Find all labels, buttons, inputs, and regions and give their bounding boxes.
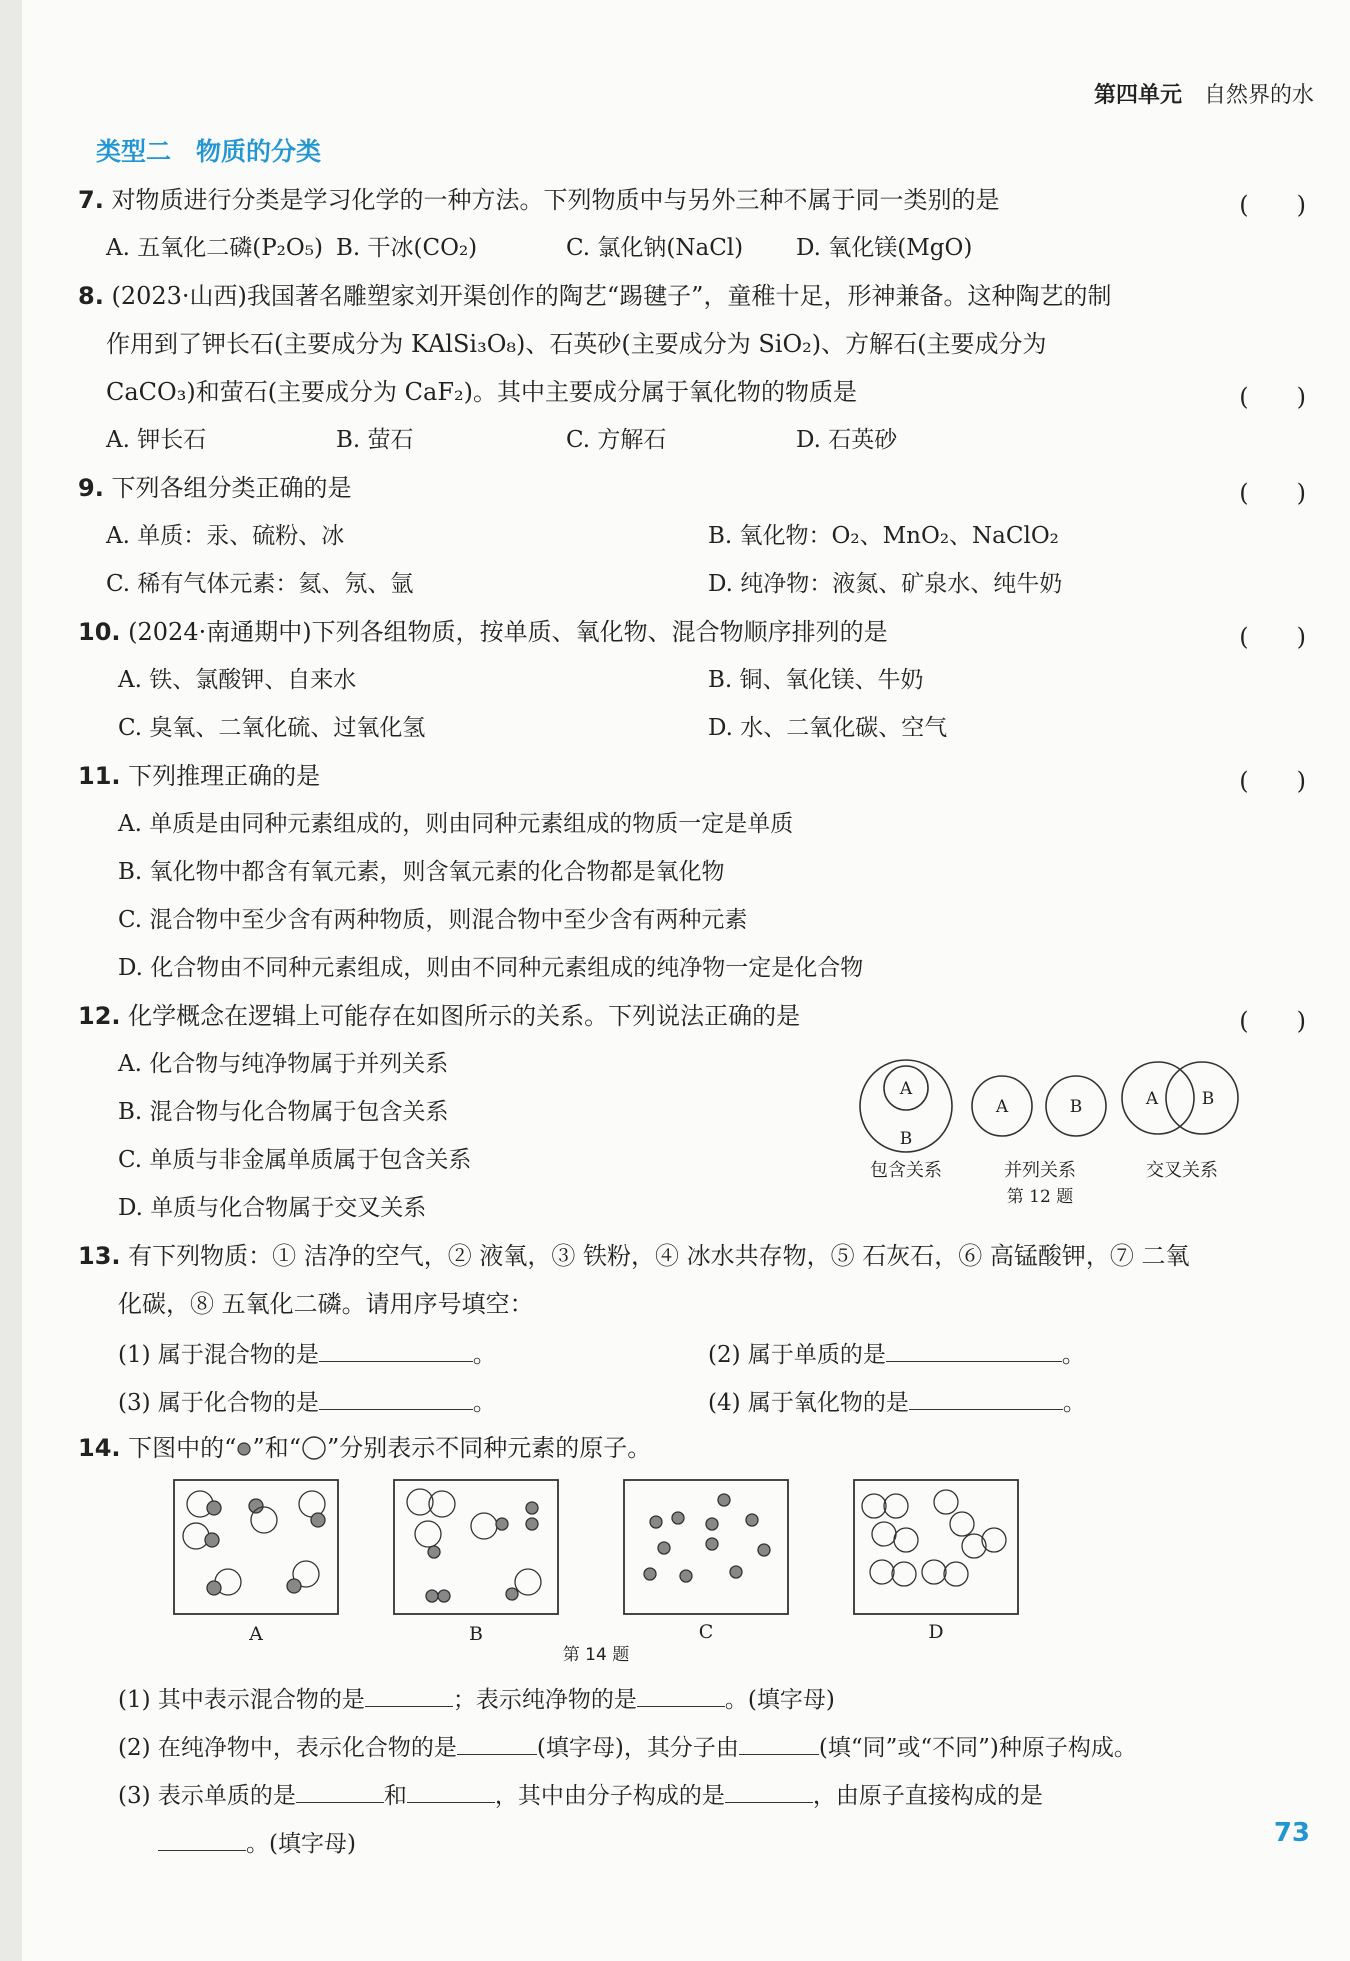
large-atom-icon [301,1435,327,1461]
label-containment: 包含关系 [870,1160,942,1181]
box-c-label: C [698,1621,714,1643]
question-13-part3: (3) 属于化合物的是 。 [118,1385,496,1418]
label-b-intersect: B [1201,1089,1215,1109]
question-14-part2: (2) 在纯净物中，表示化合物的是 (填字母)，其分子由 (填“同”或“不同”)种原子构成。 [118,1730,1137,1763]
blank-13-2[interactable] [886,1337,1062,1362]
option-8a[interactable]: A. 钾长石 [106,427,207,453]
question-10-stem: 10. (2024·南通期中)下列各组物质，按单质、氧化物、混合物顺序排列的是 [78,618,888,646]
box-d [854,1480,1018,1614]
question-12-stem: 12. 化学概念在逻辑上可能存在如图所示的关系。下列说法正确的是 [78,1002,801,1030]
answer-paren-9[interactable]: ( ) [1239,479,1306,507]
page-number: 73 [1273,1818,1310,1848]
label-parallel: 并列关系 [1004,1160,1076,1181]
small-atom-icon [236,1441,252,1457]
blank-14-3a[interactable] [296,1778,384,1803]
blank-14-2a[interactable] [457,1730,537,1755]
relationship-diagram [852,1048,1332,1206]
answer-paren-10[interactable]: ( ) [1239,623,1306,651]
option-7d[interactable]: D. 氧化镁(MgO) [796,235,973,261]
blank-14-3d[interactable] [158,1826,246,1851]
answer-paren-12[interactable]: ( ) [1239,1007,1306,1035]
question-8-line2: 作用到了钾长石(主要成分为 KAlSi₃O₈)、石英砂(主要成分为 SiO₂)、方解石(主要成分为 [106,330,1047,358]
answer-paren-7[interactable]: ( ) [1239,191,1306,219]
blank-13-3[interactable] [319,1385,473,1410]
option-9c[interactable]: C. 稀有气体元素：氦、氖、氩 [106,571,414,597]
particle-diagrams [172,1478,1252,1668]
option-11a[interactable]: A. 单质是由同种元素组成的，则由同种元素组成的物质一定是单质 [118,811,794,837]
option-12d[interactable]: D. 单质与化合物属于交叉关系 [118,1195,427,1221]
unit-label: 第四单元 [1093,83,1182,108]
label-b-parallel: B [1069,1097,1083,1117]
option-11b[interactable]: B. 氧化物中都含有氧元素，则含氧元素的化合物都是氧化物 [118,859,725,885]
question-13-part4: (4) 属于氧化物的是 。 [708,1385,1086,1418]
label-a-intersect: A [1145,1089,1159,1109]
question-14-part1: (1) 其中表示混合物的是 ；表示纯净物的是 。(填字母) [118,1682,835,1715]
blank-14-3c[interactable] [725,1778,813,1803]
option-10a[interactable]: A. 铁、氯酸钾、自来水 [118,667,357,693]
question-14-part3: (3) 表示单质的是 和 ，其中由分子构成的是 ，由原子直接构成的是 [118,1778,1043,1811]
option-7c[interactable]: C. 氯化钠(NaCl) [566,235,744,261]
option-10d[interactable]: D. 水、二氧化碳、空气 [708,715,948,741]
option-12a[interactable]: A. 化合物与纯净物属于并列关系 [118,1051,449,1077]
option-8c[interactable]: C. 方解石 [566,427,667,453]
blank-14-3b[interactable] [407,1778,495,1803]
blank-14-1a[interactable] [365,1682,453,1707]
option-8b[interactable]: B. 萤石 [336,427,414,453]
option-7b[interactable]: B. 干冰(CO₂) [336,235,478,261]
running-header [1094,78,1314,109]
question-14-part3-cont: 。(填字母) [158,1826,356,1859]
figure-14-caption: 第 14 题 [562,1645,630,1665]
label-b-outer: B [899,1129,913,1149]
box-b-label: B [469,1623,483,1645]
question-13-line2: 化碳，⑧ 五氧化二磷。请用序号填空： [118,1290,534,1318]
label-a-parallel: A [995,1097,1009,1117]
label-a-inner: A [899,1079,913,1099]
option-8d[interactable]: D. 石英砂 [796,427,898,453]
blank-13-1[interactable] [319,1337,473,1362]
answer-paren-8[interactable]: ( ) [1239,383,1306,411]
option-9d[interactable]: D. 纯净物：液氮、矿泉水、纯牛奶 [708,571,1063,597]
option-10b[interactable]: B. 铜、氧化镁、牛奶 [708,667,924,693]
option-9b[interactable]: B. 氧化物：O₂、MnO₂、NaClO₂ [708,523,1059,549]
question-13-part2: (2) 属于单质的是 。 [708,1337,1085,1370]
question-7-stem: 7. 对物质进行分类是学习化学的一种方法。下列物质中与另外三种不属于同一类别的是 [78,186,1000,214]
answer-paren-11[interactable]: ( ) [1239,767,1306,795]
blank-14-2b[interactable] [739,1730,819,1755]
question-9-stem: 9. 下列各组分类正确的是 [78,474,352,502]
blank-14-1b[interactable] [637,1682,725,1707]
option-7a[interactable]: A. 五氧化二磷(P₂O₅) [106,235,323,261]
page [22,0,1350,1961]
section-title: 类型二 物质的分类 [96,137,322,166]
box-d-label: D [928,1621,944,1643]
label-intersect: 交叉关系 [1146,1160,1218,1181]
option-12c[interactable]: C. 单质与非金属单质属于包含关系 [118,1147,472,1173]
figure-12-caption: 第 12 题 [1006,1187,1074,1206]
blank-13-4[interactable] [909,1385,1063,1410]
option-9a[interactable]: A. 单质：汞、硫粉、冰 [106,523,345,549]
option-10c[interactable]: C. 臭氧、二氧化硫、过氧化氢 [118,715,426,741]
option-11d[interactable]: D. 化合物由不同种元素组成，则由不同种元素组成的纯净物一定是化合物 [118,955,864,981]
box-a-label: A [249,1623,263,1645]
unit-title: 自然界的水 [1203,83,1314,108]
question-11-stem: 11. 下列推理正确的是 [78,762,321,790]
option-12b[interactable]: B. 混合物与化合物属于包含关系 [118,1099,449,1125]
question-13-part1: (1) 属于混合物的是 。 [118,1337,496,1370]
question-14-stem: 14. 下图中的“ ”和“ ”分别表示不同种元素的原子。 [78,1434,652,1462]
question-8-line1: 8. (2023·山西)我国著名雕塑家刘开渠创作的陶艺“踢毽子”，童稚十足，形神兼备。这种陶艺的制 [78,282,1112,310]
option-11c[interactable]: C. 混合物中至少含有两种物质，则混合物中至少含有两种元素 [118,907,748,933]
question-8-line3: CaCO₃)和萤石(主要成分为 CaF₂)。其中主要成分属于氧化物的物质是 [106,378,857,406]
page-edge-shadow [0,0,22,1961]
question-13-line1: 13. 有下列物质：① 洁净的空气，② 液氧，③ 铁粉，④ 冰水共存物，⑤ 石灰石，⑥ 高锰酸钾，⑦ 二氧 [78,1242,1190,1270]
